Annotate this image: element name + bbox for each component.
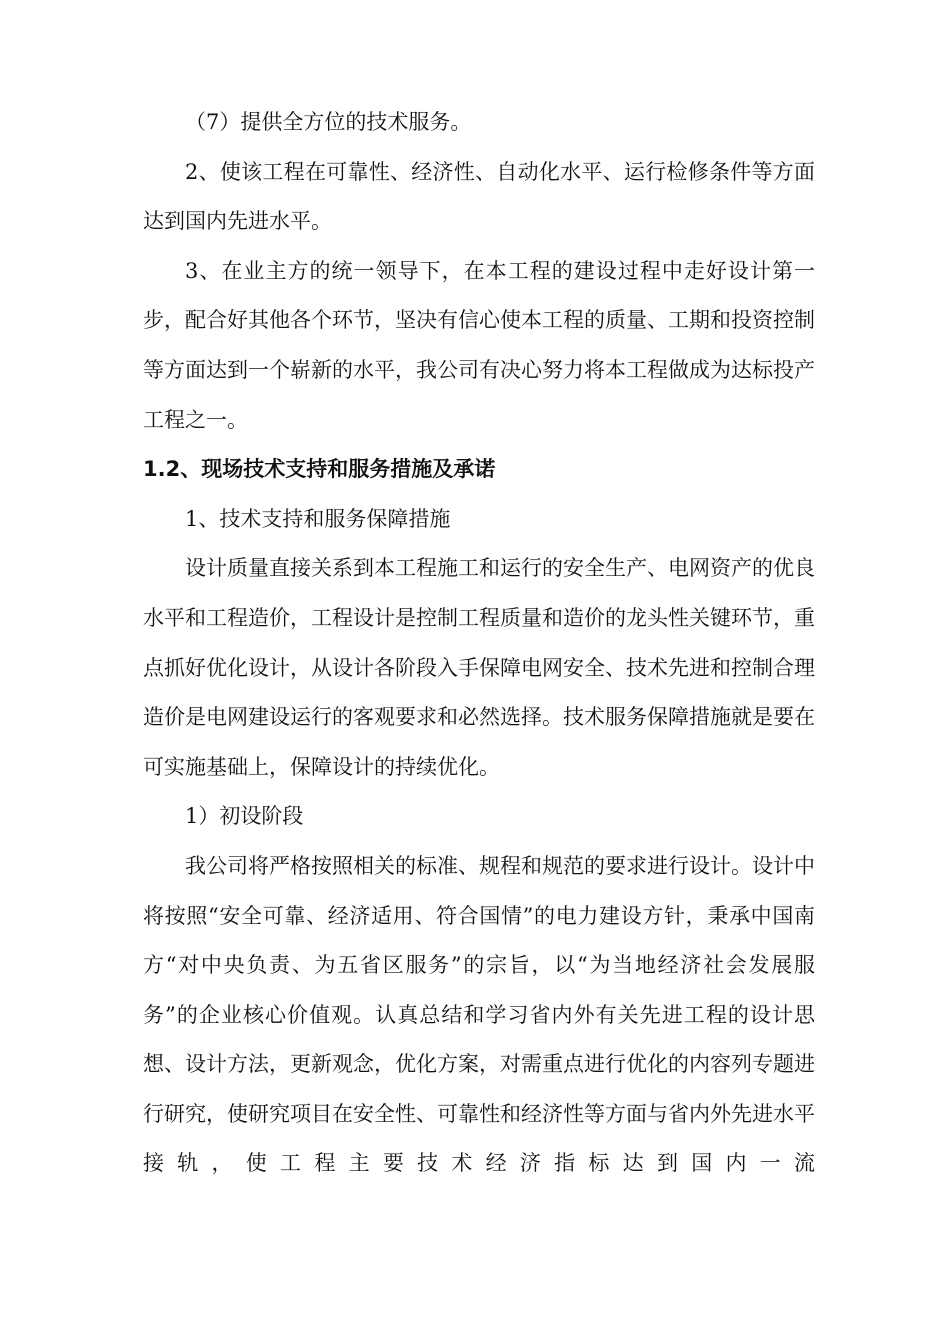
paragraph-item-7: （7）提供全方位的技术服务。 [185,110,472,134]
paragraph-point-2: 2、使该工程在可靠性、经济性、自动化水平、运行检修条件等方面达到国内先进水平。 [143,159,815,234]
paragraph-point-3: 3、在业主方的统一领导下，在本工程的建设过程中走好设计第一步，配合好其他各个环节，坚决有信心使本工程的质量、工期和投资控制等方面达到一个崭新的水平，我公司有决心努力将本工程做成为达标投产工程之一。 [143,258,815,432]
paragraph-design-standards: 我公司将严格按照相关的标准、规程和规范的要求进行设计。设计中将按照“安全可靠、经济适用、符合国情”的电力建设方针，秉承中国南方“对中央负责、为五省区服务”的宗旨，以“为当地经济社会发展服务”的企业核心价值观。认真总结和学习省内外有关先进工程的设计思想、设计方法，更新观念，优化方案，对需重点进行优化的内容列专题进行研究，使研究项目在安全性、可靠性和经济性等方面与省内外先进水平接轨，使工程主要技术经济指标达到国内一流 [143,853,815,1176]
subheading-preliminary-design: 1）初设阶段 [185,804,304,829]
section-heading: 1.2、现场技术支持和服务措施及承诺 [143,457,496,482]
subheading-support-measures: 1、技术支持和服务保障措施 [185,506,451,531]
document-page [143,98,815,1189]
paragraph-design-quality: 设计质量直接关系到本工程施工和运行的安全生产、电网资产的优良水平和工程造价，工程设计是控制工程质量和造价的龙头性关键环节，重点抓好优化设计，从设计各阶段入手保障电网安全、技术先进和控制合理造价是电网建设运行的客观要求和必然选择。技术服务保障措施就是要在可实施基础上，保障设计的持续优化。 [143,556,815,779]
